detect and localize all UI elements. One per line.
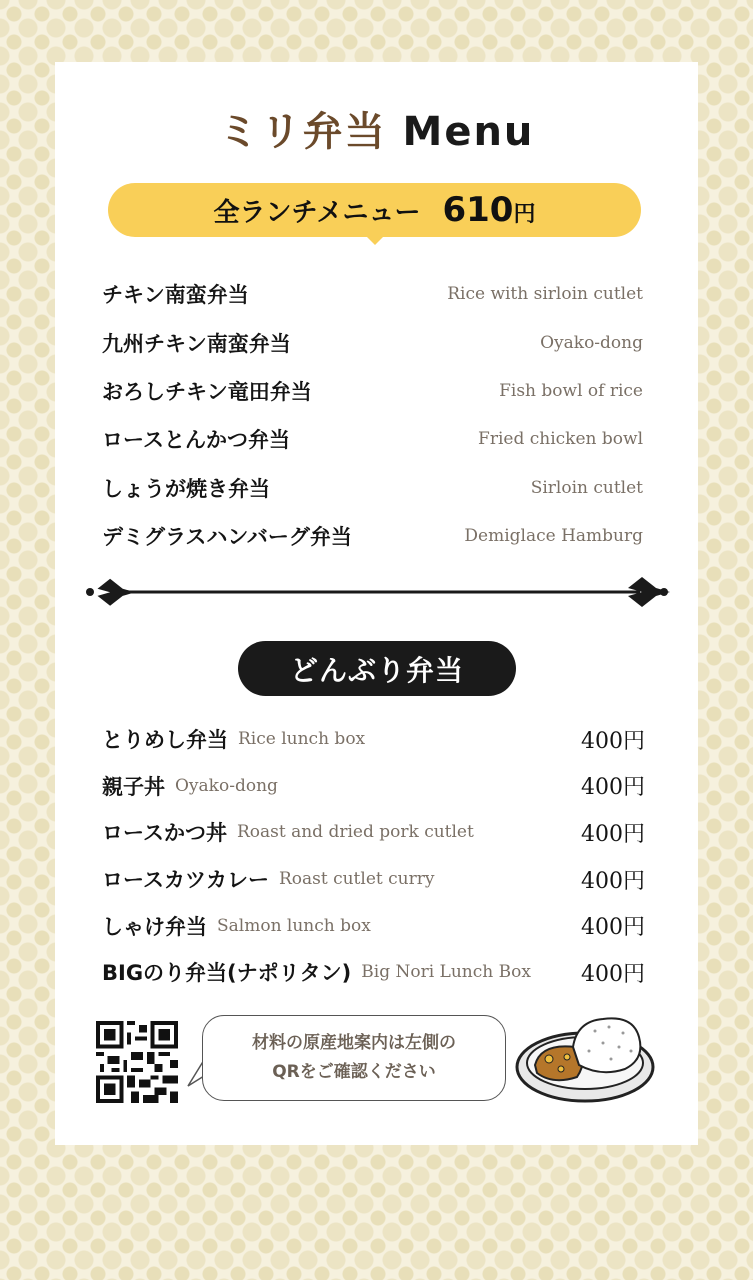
lunch-banner-title: 全ランチメニュー [213, 197, 421, 228]
donburi-item [102, 902, 647, 949]
lunch-banner [108, 183, 641, 237]
banner-pointer [366, 236, 384, 245]
donburi-section-title: どんぶり弁当 [238, 641, 516, 696]
donburi-item-en: Salmon lunch box [217, 915, 371, 936]
lunch-item-en: Fried chicken bowl [478, 429, 643, 450]
lunch-item-jp: しょうが焼き弁当 [102, 476, 270, 501]
lunch-item-jp: デミグラスハンバーグ弁当 [102, 525, 352, 550]
lunch-item-en: Demiglace Hamburg [464, 526, 643, 547]
lunch-item [102, 464, 643, 512]
lunch-item-jp: おろしチキン竜田弁当 [102, 379, 312, 404]
origin-note-bubble [202, 1015, 506, 1101]
donburi-item-jp: しゃけ弁当 [102, 914, 207, 939]
donburi-item [102, 949, 647, 996]
qr-code-icon[interactable] [96, 1021, 178, 1103]
donburi-item-price: 400円 [581, 961, 645, 987]
donburi-item-en: Roast and dried pork cutlet [236, 822, 474, 843]
lunch-list [102, 270, 643, 560]
lunch-item [102, 270, 643, 318]
ornament-divider [84, 577, 670, 607]
donburi-item-price: 400円 [581, 775, 645, 801]
donburi-item [102, 856, 647, 903]
donburi-item-price: 400円 [581, 821, 645, 847]
origin-note-line2: QRをご確認ください [272, 1062, 436, 1082]
donburi-item [102, 716, 647, 763]
donburi-item-jp: ロースかつ丼 [102, 821, 227, 846]
logo-en: Menu [402, 109, 535, 155]
lunch-item-en: Sirloin cutlet [530, 477, 643, 498]
lunch-item-en: Fish bowl of rice [499, 380, 643, 401]
donburi-list [102, 716, 647, 996]
donburi-item-en: Oyako-dong [175, 775, 278, 796]
lunch-item [102, 318, 643, 366]
lunch-item-jp: ロースとんかつ弁当 [102, 428, 290, 453]
donburi-item-jp: ロースカツカレー [102, 868, 269, 893]
lunch-item [102, 415, 643, 463]
lunch-item-jp: 九州チキン南蛮弁当 [102, 331, 291, 356]
curry-rice-icon [515, 1007, 660, 1107]
donburi-item-en: Big Nori Lunch Box [361, 962, 531, 983]
donburi-item-jp: 親子丼 [102, 774, 165, 799]
donburi-item-price: 400円 [581, 728, 645, 754]
lunch-price-value: 610 [442, 190, 514, 230]
logo-jp: ミリ弁当 [218, 109, 387, 155]
lunch-item [102, 367, 643, 415]
lunch-item-en: Rice with sirloin cutlet [447, 284, 643, 305]
donburi-item-price: 400円 [581, 915, 645, 941]
donburi-item [102, 763, 647, 810]
lunch-item-en: Oyako-dong [540, 332, 643, 353]
lunch-price-yen: 円 [513, 202, 536, 227]
lunch-banner-price [442, 190, 535, 230]
donburi-item-en: Rice lunch box [238, 729, 366, 750]
donburi-item [102, 809, 647, 856]
lunch-item-jp: チキン南蛮弁当 [102, 283, 249, 308]
donburi-item-jp: とりめし弁当 [102, 728, 228, 753]
donburi-item-jp: BIGのり弁当(ナポリタン) [102, 961, 352, 986]
logo [0, 100, 753, 157]
origin-note-line1: 材料の原産地案内は左側の [252, 1033, 456, 1053]
lunch-item [102, 512, 643, 560]
donburi-item-en: Roast cutlet curry [278, 869, 435, 890]
donburi-item-price: 400円 [581, 868, 645, 894]
